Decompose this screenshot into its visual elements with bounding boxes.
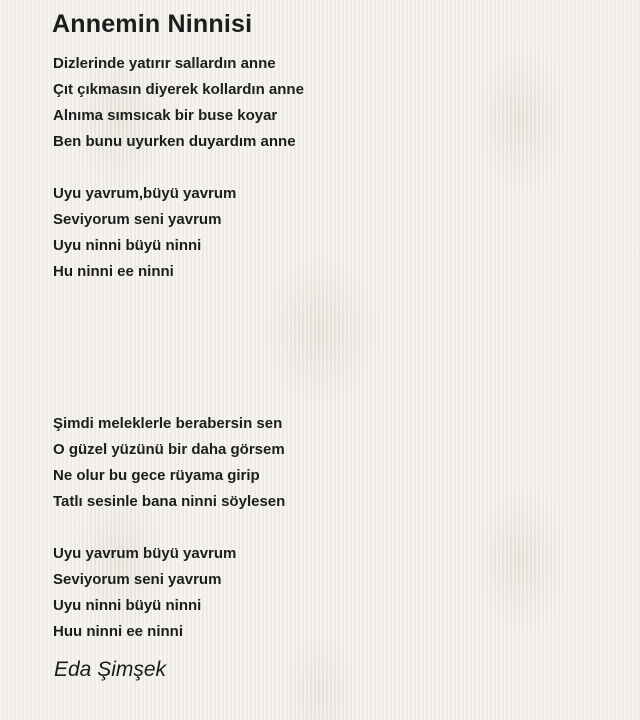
- poem-author: Eda Şimşek: [54, 658, 167, 681]
- poem-line: Çıt çıkmasın diyerek kollardın anne: [53, 81, 304, 98]
- poem-line: Alnıma sımsıcak bir buse koyar: [53, 107, 278, 124]
- poem-line: Uyu ninni büyü ninni: [53, 597, 202, 614]
- poem-line: Seviyorum seni yavrum: [53, 571, 222, 588]
- poem-line: Huu ninni ee ninni: [53, 623, 183, 640]
- stanza-2: [53, 181, 236, 285]
- poem-line: Dizlerinde yatırır sallardın anne: [53, 55, 276, 72]
- poem-line: Şimdi meleklerle berabersin sen: [53, 415, 283, 432]
- stanza-1: [53, 51, 304, 155]
- stanza-3: [53, 411, 285, 515]
- stanza-4: [53, 541, 236, 645]
- poem-line: Seviyorum seni yavrum: [53, 211, 222, 228]
- poem-line: Ne olur bu gece rüyama girip: [53, 467, 260, 484]
- poem-line: Tatlı sesinle bana ninni söylesen: [53, 493, 286, 510]
- poem-title: Annemin Ninnisi: [52, 10, 253, 38]
- poem-line: Uyu ninni büyü ninni: [53, 237, 202, 254]
- poem-line: Uyu yavrum büyü yavrum: [53, 545, 237, 562]
- poem-line: Uyu yavrum,büyü yavrum: [53, 185, 237, 202]
- poem-line: O güzel yüzünü bir daha görsem: [53, 441, 285, 458]
- poem-line: Ben bunu uyurken duyardım anne: [53, 133, 296, 150]
- poem-line: Hu ninni ee ninni: [53, 263, 174, 280]
